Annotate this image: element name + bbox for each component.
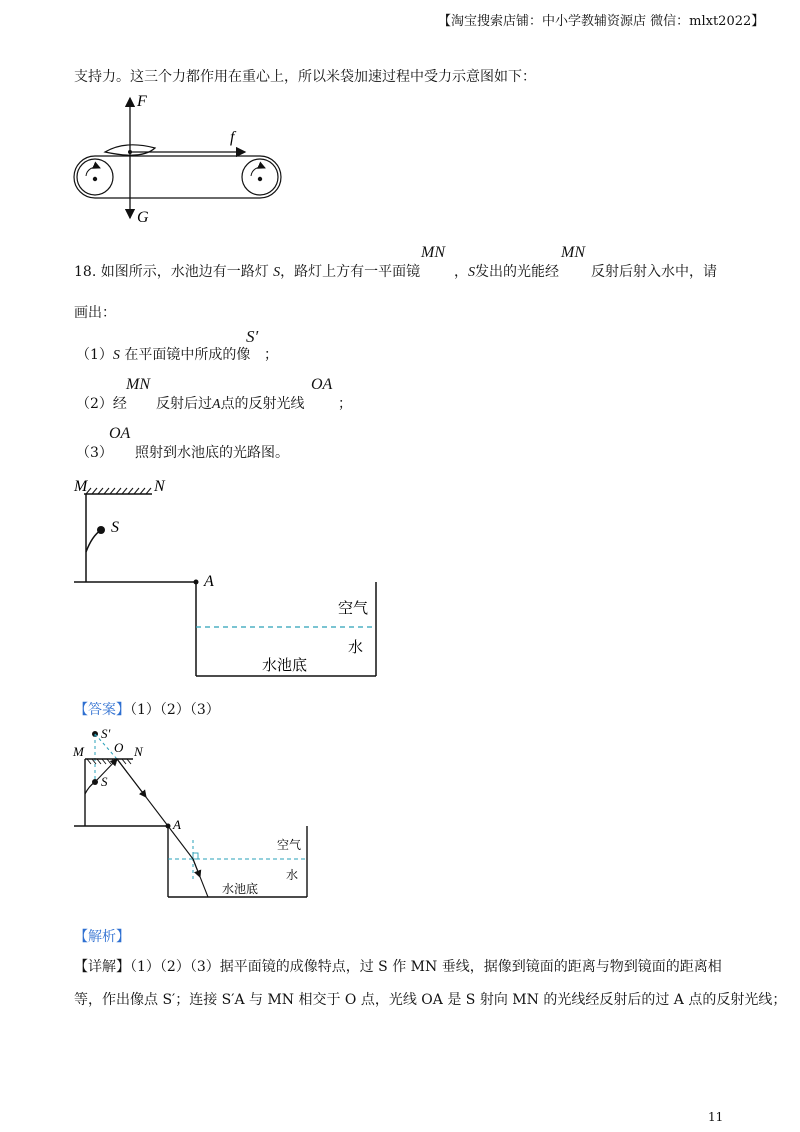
- point-A-label: A: [204, 573, 214, 590]
- pool-bottom-label: 水池底: [262, 658, 308, 674]
- question-figure: [70, 472, 400, 682]
- air-label: 空气: [338, 601, 369, 617]
- question-line-1-tail: ，S发出的光能经: [454, 264, 559, 280]
- page-header: 【淘宝搜索店铺：中小学教辅资源店 微信：mlxt2022】: [438, 14, 765, 29]
- ans-O-label: O: [114, 740, 124, 755]
- question-item-2-num: （2）经: [76, 396, 127, 412]
- question-line-2: 画出：: [74, 305, 116, 321]
- analysis-label: 【解析】: [74, 929, 130, 945]
- analysis-line-1: 【详解】（1）（2）（3）据平面镜的成像特点，过 S 作 MN 垂线，据像到镜面的距离与物到镜面的距离相: [74, 959, 722, 975]
- answer-figure: [70, 722, 320, 902]
- analysis-line-2: 等，作出像点 S′；连接 S′A 与 MN 相交于 O 点，光线 OA 是 S 射向 MN 的光线经反射后的过 A 点的反射光线；: [74, 992, 787, 1008]
- force-F-label: F: [137, 93, 147, 110]
- ans-S-prime-label: S′: [101, 726, 111, 741]
- force-f-label: f: [230, 129, 235, 146]
- question-line-1-end: 反射后射入水中，请: [591, 264, 717, 280]
- ans-A-label: A: [173, 817, 181, 832]
- question-line-1: 18. 如图所示，水池边有一路灯 S，路灯上方有一平面镜: [74, 264, 421, 280]
- question-item-1: （1）S 在平面镜中所成的像: [76, 347, 251, 363]
- page-number: 11: [708, 1110, 724, 1124]
- item-2-end: ；: [338, 396, 352, 412]
- water-label: 水: [348, 640, 364, 656]
- question-item-3: 照射到水池底的光路图。: [135, 445, 289, 461]
- force-diagram: [70, 90, 300, 230]
- ans-S-label: S: [101, 774, 108, 789]
- oa-symbol-2: OA: [109, 425, 131, 442]
- ans-M-label: M: [73, 744, 84, 759]
- s-prime-symbol: S′: [246, 327, 259, 346]
- question-item-3-num: （3）: [76, 445, 113, 461]
- mirror-M-label: M: [74, 478, 88, 495]
- mn-symbol-3: MN: [126, 376, 150, 393]
- mn-symbol-2: MN: [561, 244, 585, 261]
- ans-air-label: 空气: [277, 838, 302, 852]
- intro-line: 支持力。这三个力都作用在重心上，所以米袋加速过程中受力示意图如下：: [74, 69, 536, 85]
- ans-N-label: N: [134, 744, 143, 759]
- mirror-N-label: N: [154, 478, 165, 495]
- item-1-end: ；: [264, 347, 278, 363]
- ans-bottom-label: 水池底: [222, 882, 259, 896]
- answer-label: 【答案】: [74, 702, 130, 718]
- mn-symbol-1: MN: [421, 244, 445, 261]
- force-G-label: G: [137, 209, 149, 226]
- answer-line: 【答案】（1）（2）（3）: [74, 702, 220, 718]
- oa-symbol-1: OA: [311, 376, 333, 393]
- ans-water-label: 水: [286, 868, 299, 882]
- lamp-S-label: S: [111, 519, 119, 536]
- question-item-2: 反射后过A点的反射光线: [156, 396, 305, 412]
